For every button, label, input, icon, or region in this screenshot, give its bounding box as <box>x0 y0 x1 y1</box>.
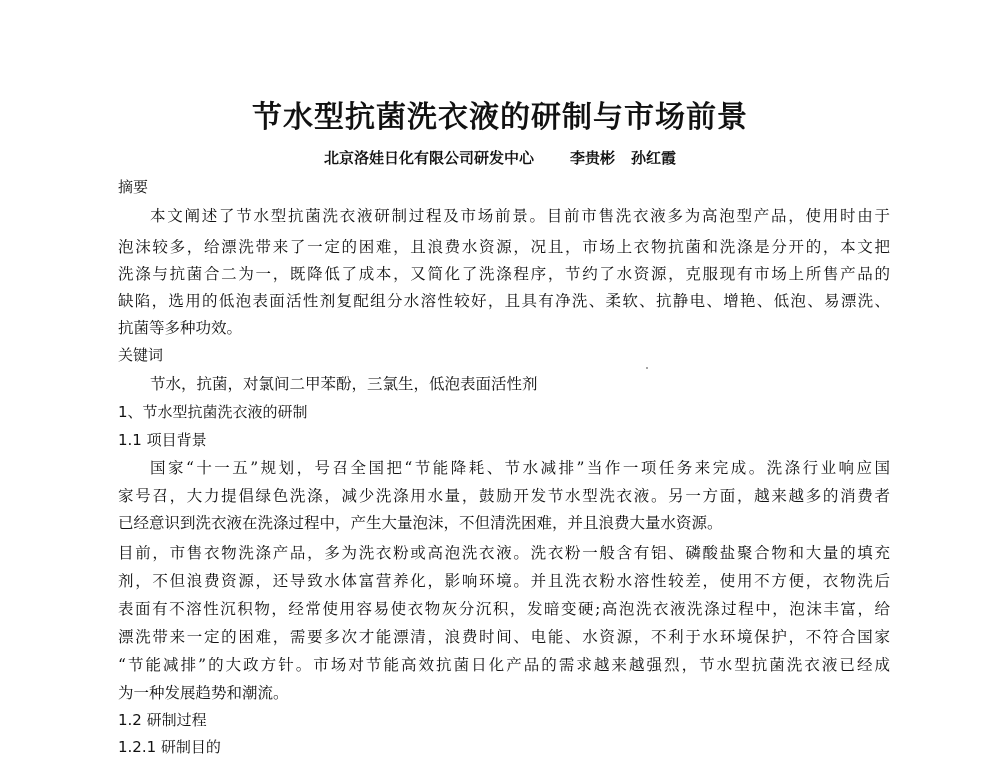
body-line: 表面有不溶性沉积物，经常使用容易使衣物灰分沉积，发暗变硬;高泡洗衣液洗涤过程中，泡沫丰富，给 <box>118 600 890 618</box>
body-line: 国家“十一五”规划，号召全国把“节能降耗、节水减排”当作一项任务来完成。洗涤行业响应国 <box>150 459 890 477</box>
body-line: 漂洗带来一定的困难，需要多次才能漂清，浪费时间、电能、水资源，不利于水环境保护，不符合国家 <box>118 628 890 646</box>
body-line: 家号召，大力提倡绿色洗涤，减少洗涤用水量，鼓励开发节水型洗衣液。另一方面，越来越多的消费者 <box>118 487 890 505</box>
subsection-heading: 1.2.1 研制目的 <box>118 738 221 756</box>
body-line: 剂，不但浪费资源，还导致水体富营养化，影响环境。并且洗衣粉水溶性较差，使用不方便，衣物洗后 <box>118 572 890 590</box>
body-line: 目前，市售衣物洗涤产品，多为洗衣粉或高泡洗衣液。洗衣粉一般含有铝、磷酸盐聚合物和大量的填充 <box>118 544 890 562</box>
abstract-line: 抗菌等多种功效。 <box>118 319 243 337</box>
keywords-heading: 关键词 <box>118 346 164 364</box>
abstract-heading: 摘要 <box>118 178 149 196</box>
paper-title: 节水型抗菌洗衣液的研制与市场前景 <box>252 100 748 135</box>
affiliation: 北京洛娃日化有限公司研发中心 <box>323 149 534 167</box>
author-name: 孙红霞 <box>631 149 677 167</box>
body-line: “节能减排”的大政方针。市场对节能高效抗菌日化产品的需求越来越强烈，节水型抗菌洗衣液已经成 <box>118 656 890 674</box>
body-line: 为一种发展趋势和潮流。 <box>118 684 289 702</box>
author-name: 李贵彬 <box>569 149 615 167</box>
body-line: 已经意识到洗衣液在洗涤过程中，产生大量泡沫，不但清洗困难，并且浪费大量水资源。 <box>118 514 723 532</box>
keywords-line: 节水，抗菌，对氯间二甲苯酚，三氯生，低泡表面活性剂 <box>150 375 538 393</box>
subsection-heading: 1.2 研制过程 <box>118 711 207 729</box>
subsection-heading: 1.1 项目背景 <box>118 431 207 449</box>
section-heading: 1、节水型抗菌洗衣液的研制 <box>118 403 308 421</box>
abstract-line: 泡沫较多，给漂洗带来了一定的困难，且浪费水资源，况且，市场上衣物抗菌和洗涤是分开的，本文把 <box>118 238 890 256</box>
abstract-line: 本文阐述了节水型抗菌洗衣液研制过程及市场前景。目前市售洗衣液多为高泡型产品，使用时由于 <box>150 207 890 225</box>
scan-speck <box>646 367 648 369</box>
abstract-line: 缺陷，选用的低泡表面活性剂复配组分水溶性较好，且具有净洗、柔软、抗静电、增艳、低泡、易漂洗、 <box>118 292 890 310</box>
abstract-line: 洗涤与抗菌合二为一，既降低了成本，又简化了洗涤程序，节约了水资源，克服现有市场上所售产品的 <box>118 265 890 283</box>
author-line <box>0 147 1000 168</box>
